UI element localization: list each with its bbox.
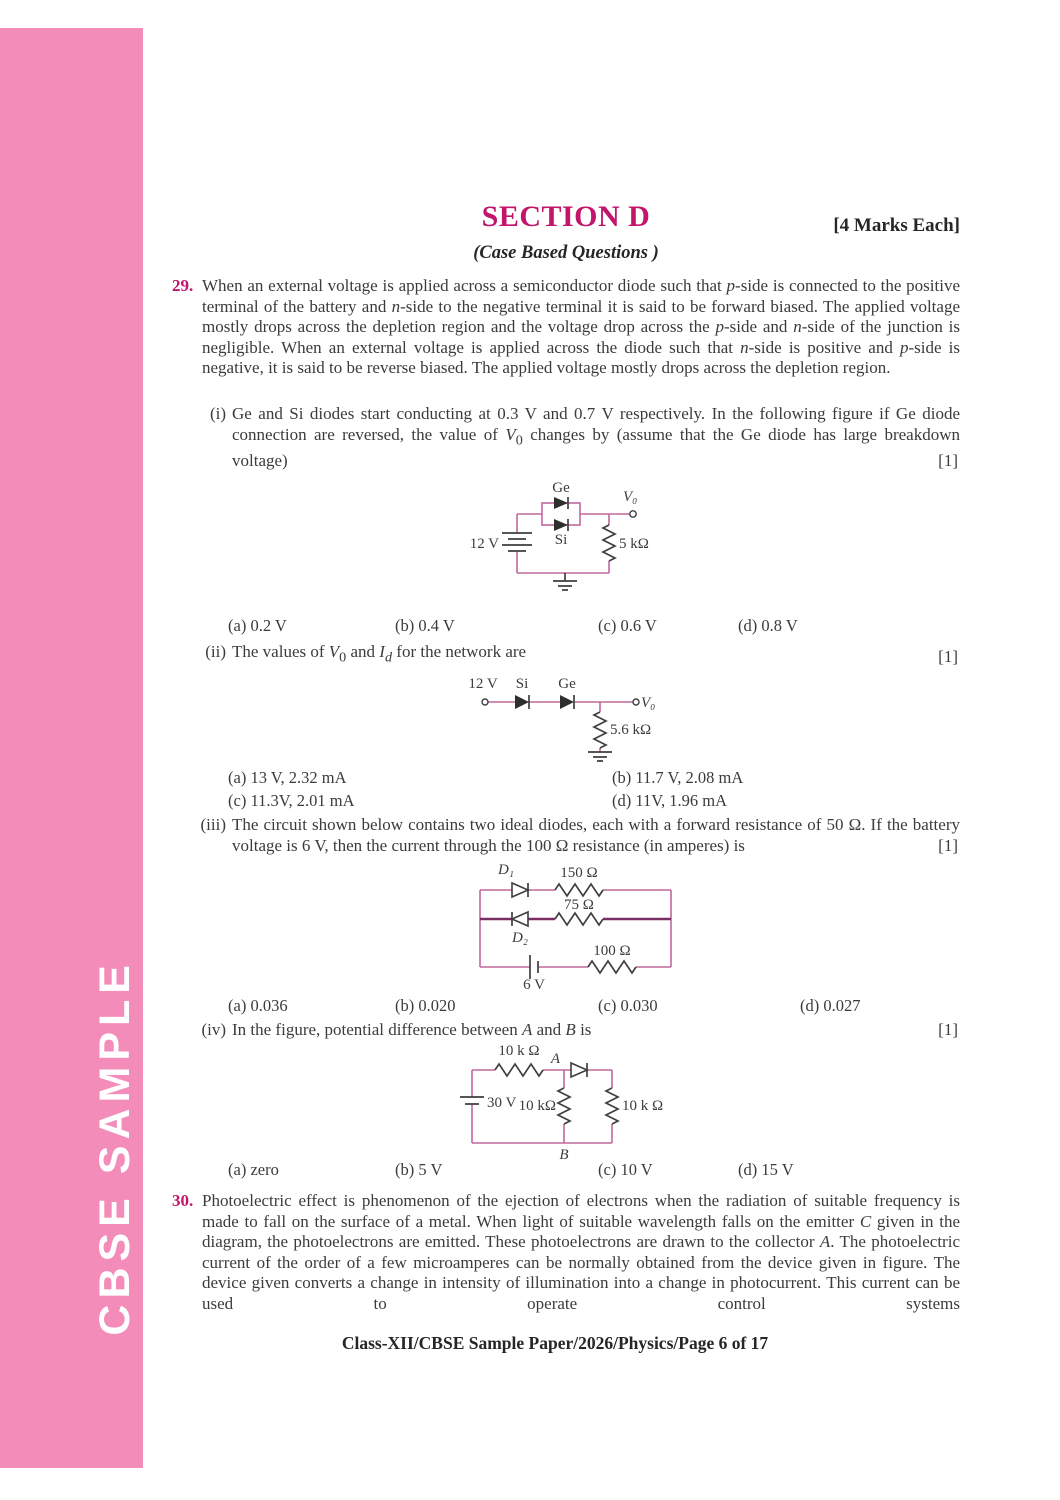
option-a: (a) 0.036 bbox=[228, 996, 288, 1015]
part-iii-label: (iii) bbox=[200, 815, 226, 834]
diode-symbol-ge bbox=[560, 695, 574, 709]
option-b: (b) 11.7 V, 2.08 mA bbox=[612, 768, 744, 787]
ge-diode-label: Ge bbox=[552, 480, 570, 496]
wire-diode-loop bbox=[542, 503, 580, 525]
wire bbox=[517, 514, 630, 573]
ge-diode-label: Ge bbox=[558, 676, 576, 692]
question-30-number: 30. bbox=[172, 1191, 194, 1210]
option-d: (d) 0.8 V bbox=[738, 616, 798, 635]
part-i-marks: [1] bbox=[938, 450, 958, 470]
battery-voltage-label: 12 V bbox=[469, 536, 499, 552]
resistor-symbol-100 bbox=[588, 961, 636, 973]
circuit-diagram-parallel-ge-si-diodes bbox=[437, 477, 727, 611]
resistor-symbol bbox=[603, 525, 615, 561]
option-b: (b) 0.4 V bbox=[395, 616, 455, 635]
diode-symbol-ge bbox=[554, 497, 568, 509]
resistor-symbol-middle bbox=[558, 1088, 570, 1124]
question-29-part-ii bbox=[172, 642, 960, 668]
circuit-diagram-two-ideal-diodes bbox=[460, 857, 695, 991]
option-a: (a) zero bbox=[228, 1160, 279, 1179]
options-row-ii-1 bbox=[172, 768, 960, 790]
output-terminal bbox=[633, 699, 639, 705]
question-29-part-i bbox=[172, 404, 960, 471]
d1-label: D₁ bbox=[497, 862, 515, 878]
option-d: (d) 0.027 bbox=[800, 996, 861, 1015]
options-row-iv bbox=[172, 1160, 960, 1182]
battery-symbol bbox=[530, 955, 538, 979]
part-ii-text: The values of $V_0$ and $I_d$ for the network are bbox=[232, 642, 527, 666]
part-iv-marks: [1] bbox=[938, 1020, 958, 1039]
sample-banner bbox=[0, 28, 143, 1468]
question-29-part-iv bbox=[172, 1020, 960, 1041]
question-29-part-iii bbox=[172, 815, 960, 856]
resistor-symbol-150 bbox=[555, 884, 603, 896]
option-c: (c) 11.3V, 2.01 mA bbox=[228, 791, 355, 810]
battery-voltage-label: 6 V bbox=[523, 977, 545, 991]
right-resistor-label: 10 k Ω bbox=[622, 1098, 664, 1114]
node-a-label: A bbox=[550, 1051, 560, 1067]
diode-symbol-d1 bbox=[512, 883, 528, 897]
diode-symbol-si bbox=[515, 695, 529, 709]
resistor-symbol-right bbox=[606, 1088, 618, 1124]
diode-symbol bbox=[571, 1063, 587, 1077]
output-terminal bbox=[630, 511, 636, 517]
battery-symbol bbox=[502, 533, 532, 551]
question-29-number: 29. bbox=[172, 276, 194, 295]
si-diode-label: Si bbox=[554, 532, 568, 548]
page-footer: Class-XII/CBSE Sample Paper/2026/Physics/Page 6 of 17 bbox=[341, 1333, 769, 1353]
option-b: (b) 0.020 bbox=[395, 996, 456, 1015]
part-iv-label: (iv) bbox=[201, 1020, 226, 1039]
ground-icon bbox=[588, 752, 612, 761]
si-diode-label: Si bbox=[515, 676, 529, 692]
option-c: (c) 10 V bbox=[598, 1160, 653, 1179]
d2-label: D₂ bbox=[511, 930, 529, 946]
diode-symbol-d2 bbox=[512, 912, 528, 926]
input-terminal bbox=[482, 699, 488, 705]
part-iv-text: In the figure, potential difference between A and B is bbox=[232, 1020, 592, 1039]
battery-symbol bbox=[460, 1097, 484, 1104]
option-d: (d) 15 V bbox=[738, 1160, 794, 1179]
sidebar-vertical-text: CBSE SAMPLE bbox=[91, 959, 139, 1336]
options-row-ii-2 bbox=[172, 791, 960, 813]
option-c: (c) 0.6 V bbox=[598, 616, 657, 635]
diode-symbol-si bbox=[554, 519, 568, 531]
section-marks-note: [4 Marks Each] bbox=[833, 215, 960, 236]
question-30 bbox=[172, 1191, 960, 1315]
question-29 bbox=[172, 276, 960, 379]
resistor-symbol bbox=[594, 712, 606, 748]
middle-resistor-label: 10 kΩ bbox=[518, 1098, 556, 1114]
option-a: (a) 0.2 V bbox=[228, 616, 287, 635]
load-resistor-label: 5 kΩ bbox=[619, 536, 649, 552]
option-a: (a) 13 V, 2.32 mA bbox=[228, 768, 347, 787]
option-c: (c) 0.030 bbox=[598, 996, 658, 1015]
options-row-iii bbox=[172, 996, 960, 1018]
section-subtitle: (Case Based Questions ) bbox=[473, 243, 659, 263]
output-voltage-label: V₀ bbox=[641, 695, 656, 711]
battery-voltage-label: 30 V bbox=[487, 1095, 517, 1111]
resistor-symbol-top bbox=[495, 1064, 543, 1076]
question-29-text: When an external voltage is applied across a semiconductor diode such that p-side is connected to the positive terminal of the battery and n-side to the negative terminal it is said to be forward biased. The applied voltage mostly drops across the depletion region and the voltage drop across the p-side and n-side of the junction is negligible. When an external voltage is applied across the diode such that n-side is positive and p-side is negative, it is said to be reverse biased. The applied voltage mostly drops across the depletion region. bbox=[202, 276, 960, 378]
part-iii-marks: [1] bbox=[938, 835, 958, 855]
ground-icon bbox=[553, 573, 577, 590]
r150-label: 150 Ω bbox=[560, 865, 598, 881]
circuit-diagram-potential-difference-ab bbox=[447, 1040, 672, 1164]
section-title: SECTION D bbox=[481, 200, 651, 233]
option-b: (b) 5 V bbox=[395, 1160, 443, 1179]
r75-label: 75 Ω bbox=[564, 897, 594, 913]
output-voltage-label: V₀ bbox=[623, 489, 638, 505]
option-d: (d) 11V, 1.96 mA bbox=[612, 791, 728, 810]
part-ii-marks: [1] bbox=[938, 647, 958, 667]
r100-label: 100 Ω bbox=[593, 943, 631, 959]
node-b-label: B bbox=[559, 1147, 569, 1163]
load-resistor-label: 5.6 kΩ bbox=[610, 722, 652, 738]
part-ii-label: (ii) bbox=[205, 642, 226, 661]
part-i-label: (i) bbox=[209, 404, 226, 423]
circuit-diagram-series-si-ge-diodes bbox=[455, 670, 725, 766]
top-resistor-label: 10 k Ω bbox=[498, 1043, 540, 1059]
question-30-text: Photoelectric effect is phenomenon of the ejection of electrons when the radiation of suitable frequency is made to fall on the surface of a metal. When light of suitable wavelength falls on the emitter C given in the diagram, the photoelectrons are emitted. These photoelectrons are drawn to the collector A. The photoelectric current of the order of a few microamperes can be normally obtained from the device given in figure. The device given converts a change in intensity of illumination into a change in photocurrent. This current can be used to operate control systems bbox=[202, 1191, 961, 1313]
input-voltage-label: 12 V bbox=[468, 676, 498, 692]
resistor-symbol-75 bbox=[555, 913, 603, 925]
options-row-i bbox=[172, 616, 960, 638]
part-i-text: Ge and Si diodes start conducting at 0.3 V and 0.7 V respectively. In the following figure if Ge diode connection are reversed, the value of $V_0$ changes by (assume that the Ge diode has large breakdown voltage) bbox=[232, 404, 960, 470]
part-iii-text: The circuit shown below contains two ideal diodes, each with a forward resistance of 50 Ω. If the battery voltage is 6 V, then the current through the 100 Ω resistance (in amperes) is bbox=[232, 815, 960, 855]
